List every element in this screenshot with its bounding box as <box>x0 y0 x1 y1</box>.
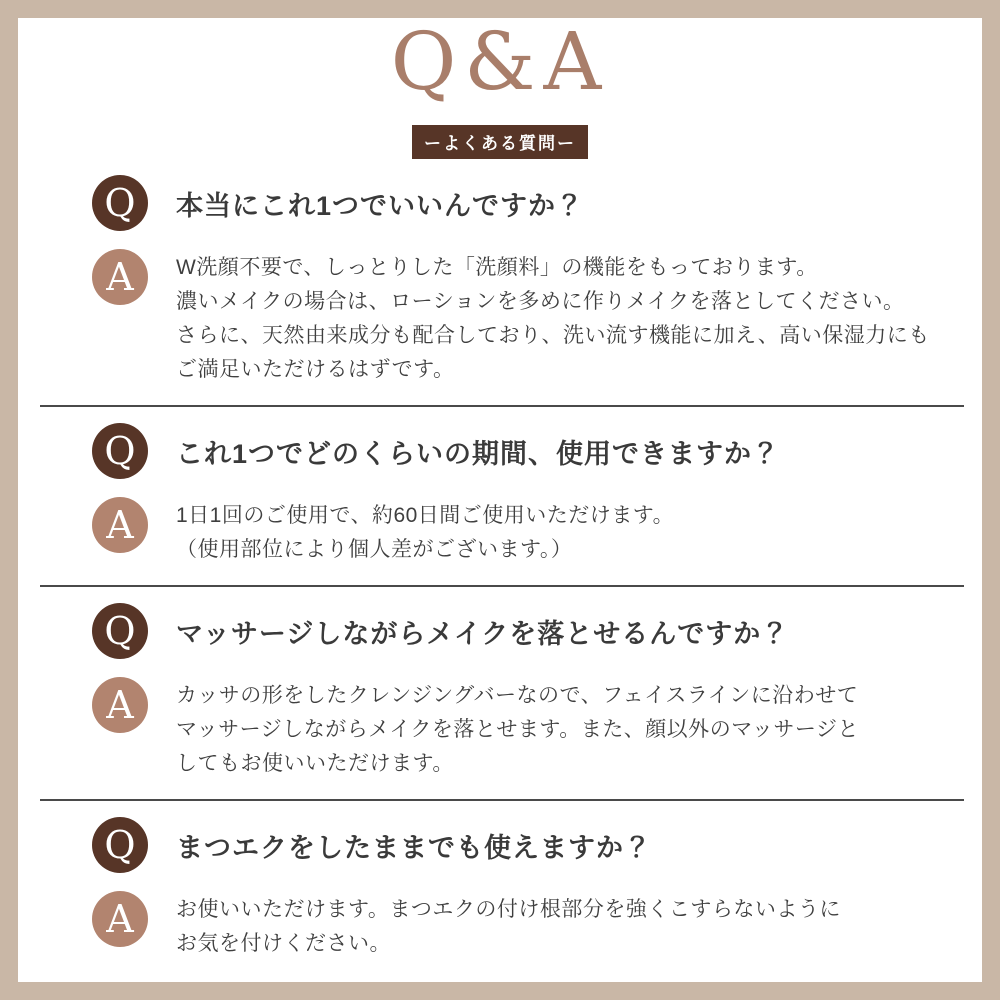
question-text: まつエクをしたままでも使えますか？ <box>176 832 652 863</box>
question-row <box>92 423 952 479</box>
page-title: Q&A <box>390 15 610 108</box>
answer-line: マッサージしながらメイクを落とせます。また、顔以外のマッサージと <box>176 718 859 741</box>
question-badge <box>92 603 148 659</box>
answer-badge-letter: A <box>106 255 134 299</box>
section-divider <box>40 799 964 801</box>
answer-badge <box>92 497 148 553</box>
answer-badge-letter: A <box>106 683 134 727</box>
answer-badge-letter: A <box>106 503 134 547</box>
question-badge <box>92 423 148 479</box>
answer-line: してもお使いいただけます。 <box>176 752 454 775</box>
answer-line: お使いいただけます。まつエクの付け根部分を強くこすらないように <box>176 898 841 921</box>
answer-row <box>92 249 952 387</box>
question-badge <box>92 175 148 231</box>
answer-text <box>176 249 930 387</box>
answer-line: W洗顔不要で、しっとりした「洗顔料」の機能をもっております。 <box>176 256 818 279</box>
answer-line: ご満足いただけるはずです。 <box>176 358 455 381</box>
answer-text <box>176 891 841 961</box>
question-row <box>92 817 952 873</box>
faq-item-3 <box>18 603 982 781</box>
section-divider <box>40 405 964 407</box>
question-row <box>92 603 952 659</box>
answer-badge-letter: A <box>106 897 134 941</box>
answer-row <box>92 677 952 781</box>
question-text: 本当にこれ1つでいいんですか？ <box>176 190 585 221</box>
faq-item-2 <box>18 423 982 567</box>
answer-row <box>92 497 952 567</box>
question-badge-letter: Q <box>104 181 136 225</box>
answer-line: さらに、天然由来成分も配合しており、洗い流す機能に加え、高い保湿力にも <box>176 324 930 347</box>
question-badge-letter: Q <box>104 823 136 867</box>
faq-item-1 <box>18 175 982 387</box>
answer-line: お気を付けください。 <box>176 932 391 955</box>
answer-line: 1日1回のご使用で、約60日間ご使用いただけます。 <box>176 504 675 527</box>
question-badge-letter: Q <box>104 609 136 653</box>
question-row <box>92 175 952 231</box>
answer-badge <box>92 891 148 947</box>
faq-item-4 <box>18 817 982 961</box>
answer-badge <box>92 249 148 305</box>
question-badge-letter: Q <box>104 429 136 473</box>
answer-text <box>176 677 859 781</box>
answer-badge <box>92 677 148 733</box>
section-divider <box>40 585 964 587</box>
question-text: これ1つでどのくらいの期間、使用できますか？ <box>176 438 781 469</box>
answer-line: カッサの形をしたクレンジングバーなので、フェイスラインに沿わせて <box>176 684 859 707</box>
answer-row <box>92 891 952 961</box>
answer-line: （使用部位により個人差がございます。） <box>176 538 573 561</box>
question-badge <box>92 817 148 873</box>
answer-line: 濃いメイクの場合は、ローションを多めに作りメイクを落としてください。 <box>176 290 905 313</box>
page-header <box>18 15 982 159</box>
question-text: マッサージしながらメイクを落とせるんですか？ <box>176 618 790 649</box>
subtitle-badge: ーよくある質問ー <box>412 125 588 159</box>
answer-text <box>176 497 674 567</box>
